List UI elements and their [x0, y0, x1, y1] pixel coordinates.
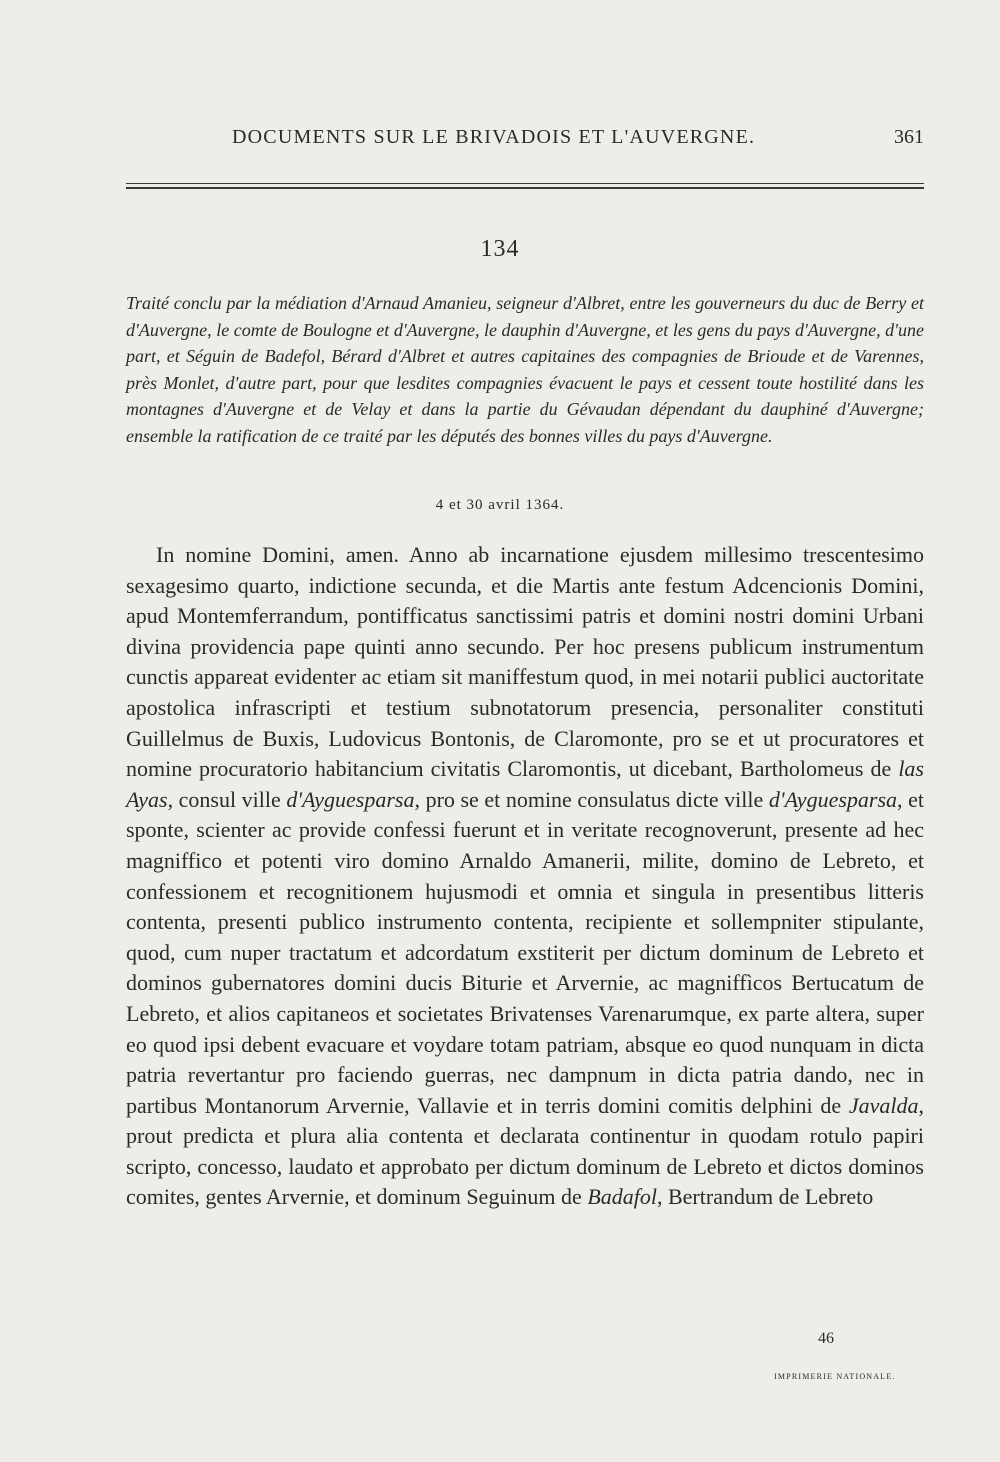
body-segment: , Bertrandum de Lebreto — [656, 1184, 874, 1210]
page-number: 361 — [894, 126, 924, 148]
header-rule-thin — [126, 183, 924, 184]
body-segment: , et sponte, scienter ac provide confessi fuerunt et in veritate recognoverunt, presente ad hec magniffico et potenti viro domino Arnaldo Amanerii, milite, domino de Lebreto, et confessionem et recognitionem hujusmodi et omnia et singula in presentibus litteris contenta, presenti publico instrumento contenta, recipiente et sollempniter stipulante, quod, cum nuper tractatum et adcordatum exstiterit per dictum dominum de Lebreto et dominos gubernatores domini ducis Biturie et Arvernie, ac magniffìcos Bertucatum de Lebreto, et alios capitaneos et societates Brivatenses Varenarumque, ex parte altera, super eo quod ipsi debent evacuare et voydare totam patriam, absque eo quod nunquam in dicta patria revertantur pro faciendo guerras, nec dampnum in dicta patria dando, nec in partibus Montanorum Arvernie, Vallavie et in terris domini comitis delphini de — [126, 786, 924, 1118]
body-segment-italic: d'Ayguesparsa — [768, 786, 898, 812]
body-segment: In nomine Domini, amen. Anno ab incarnatione ejusdem millesimo trescentesimo sexagesimo quarto, indictione secunda, et die Martis ante festum Adcencionis Domini, apud Montemferrandum, pontifficatus sanctissimi patris et domini nostri domini Urbani divina providencia pape quinti anno secundo. Per hoc presens publicum instrumentum cunctis appareat evidenter ac etiam sit maniffestum quod, in mei notarii publici auctoritate apostolica infrascripti et testium subnotatorum presencia, personaliter constituti Guillelmus de Buxis, Ludovicus Bontonis, de Claromonte, pro se et ut procuratores et nomine procuratorio habitancium civitatis Claromontis, ut dicebant, Bartholomeus de — [126, 542, 924, 782]
body-segment: , pro se et nomine consulatus dicte ville — [414, 786, 769, 812]
body-segment-italic: las Ayas — [126, 756, 924, 812]
body-segment-italic: Javalda — [848, 1092, 919, 1118]
body-segment-italic: d'Ayguesparsa — [286, 786, 415, 812]
printer-signature: 46 — [818, 1330, 834, 1347]
body-segment: , consul ville — [167, 786, 287, 812]
running-head — [126, 126, 924, 158]
document-body — [126, 540, 924, 1213]
running-title: DOCUMENTS SUR LE BRIVADOIS ET L'AUVERGNE. — [232, 126, 756, 148]
document-summary: Traité conclu par la médiation d'Arnaud Amanieu, seigneur d'Albret, entre les gouverneurs du duc de Berry et d'Auvergne, le comte de Boulogne et d'Auvergne, le dauphin d'Auvergne, et les gens du pays d'Auvergne, d'une part, et Séguin de Badefol, Bérard d'Albret et autres capitaines des compagnies de Brioude et de Varennes, près Monlet, d'autre part, pour que lesdites compagnies évacuent le pays et cessent toute hostilité dans les montagnes d'Auvergne et de Velay et dans la partie du Gévaudan dépendant du dauphiné d'Auvergne; ensemble la ratification de ce traité par les députés des bonnes villes du pays d'Auvergne. — [126, 293, 924, 446]
body-segment-italic: Badafol — [587, 1184, 657, 1210]
document-number: 134 — [480, 236, 520, 262]
document-dateline: 4 et 30 avril 1364. — [435, 497, 565, 513]
header-rule-thick — [126, 187, 924, 189]
body-segment: , prout predicta et plura alia contenta et declarata continentur in quodam rotulo papiri scripto, concesso, laudato et approbato per dictum dominum de Lebreto et dictos dominos comites, gentes Arvernie, et dominum Seguinum de — [126, 1092, 924, 1210]
imprint-line: IMPRIMERIE NATIONALE. — [774, 1372, 896, 1381]
